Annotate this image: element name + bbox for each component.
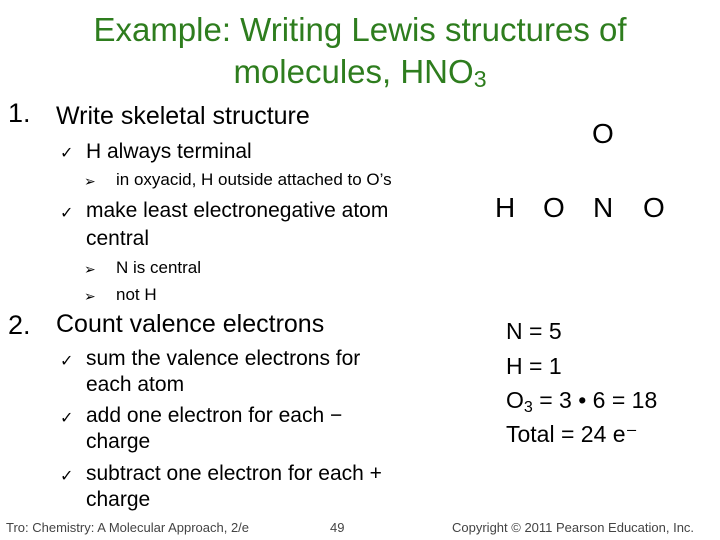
step2-bullet3-line1: subtract one electron for each + xyxy=(86,462,382,485)
title-text: molecules, HNO xyxy=(233,53,474,90)
count-o3-prefix: O xyxy=(506,387,524,413)
step2-bullet2-line1: add one electron for each − xyxy=(86,404,343,427)
step1-bullet1-sub1: in oxyacid, H outside attached to O’s xyxy=(116,170,392,189)
count-n: N = 5 xyxy=(506,318,562,344)
step2-bullet1-line2: each atom xyxy=(86,373,185,396)
footer-copyright: Copyright © 2011 Pearson Education, Inc. xyxy=(452,520,695,535)
slide-title-line2 xyxy=(0,52,720,92)
skeleton-top-o: O xyxy=(592,118,614,149)
arrow-icon: ➢ xyxy=(84,288,96,304)
step2-bullet3-line2: charge xyxy=(86,488,151,511)
check-icon: ✓ xyxy=(60,410,74,427)
footer-book: Tro: Chemistry: A Molecular Approach, 2/e xyxy=(6,520,250,535)
check-icon: ✓ xyxy=(60,468,74,485)
step1-text: Write skeletal structure xyxy=(56,102,310,130)
count-o3-rest: = 3 • 6 = 18 xyxy=(532,387,658,413)
count-total: Total = 24 e⁻ xyxy=(506,421,638,447)
step2-bullet2-line2: charge xyxy=(86,430,151,453)
slide-title-line1: Example: Writing Lewis structures of xyxy=(93,11,627,48)
step2-text: Count valence electrons xyxy=(56,310,325,338)
arrow-icon: ➢ xyxy=(84,261,96,277)
step1-bullet2-sub2: not H xyxy=(116,285,157,304)
count-o3-sub: 3 xyxy=(523,398,533,416)
arrow-icon: ➢ xyxy=(84,173,96,189)
step2-number: 2. xyxy=(8,310,31,340)
count-h: H = 1 xyxy=(506,353,562,379)
check-icon: ✓ xyxy=(60,145,74,162)
count-o3 xyxy=(506,387,657,414)
skeleton-atom-n: N xyxy=(593,192,614,223)
step1-number: 1. xyxy=(8,98,31,128)
step1-bullet1: H always terminal xyxy=(86,140,252,163)
footer-page-number: 49 xyxy=(330,520,345,535)
step2-bullet1-line1: sum the valence electrons for xyxy=(86,347,361,370)
title-subscript: 3 xyxy=(473,66,487,92)
check-icon: ✓ xyxy=(60,205,74,222)
step1-bullet2-line2: central xyxy=(86,227,150,250)
step1-bullet2-line1: make least electronegative atom xyxy=(86,199,389,222)
skeleton-atom-h: H xyxy=(495,192,516,223)
step1-bullet2-sub1: N is central xyxy=(116,258,202,277)
skeleton-atom-o2: O xyxy=(643,192,665,223)
skeleton-atom-o1: O xyxy=(543,192,565,223)
check-icon: ✓ xyxy=(60,353,74,370)
